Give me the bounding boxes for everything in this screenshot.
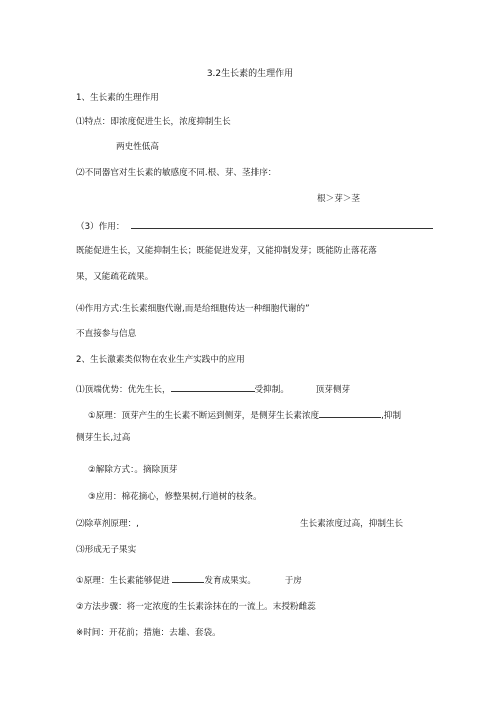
seedless-principle-line <box>76 574 302 586</box>
section-2-heading: 2、生长激素类似物在农业生产实践中的应用 <box>76 355 245 365</box>
principle-continuation: 侧芽生长,过高 <box>76 433 131 443</box>
apical-blank <box>171 383 255 392</box>
removal-line: ②解除方式：。摘除顶芽 <box>88 465 178 475</box>
seedless-blank <box>172 574 204 583</box>
seedless-heading: ⑶形成无子果实 <box>76 545 137 555</box>
herbicide-answer: 生长素浓度过高，抑制生长 <box>300 519 404 529</box>
seedless-text-b: 发育成果实。 <box>204 576 256 586</box>
function-label: （3）作用： <box>76 222 125 232</box>
application-line: ③应用：棉花摘心，修整果树,行道树的枝条。 <box>88 492 262 502</box>
function-text-2: 果，又能疏花疏果。 <box>76 272 154 282</box>
function-text-1: 既能促进生长，又能抑制生长；既能促进发芽，又能抑制发芽；既能防止落花落 <box>76 246 377 256</box>
apical-text-b: 受抑制。 <box>254 385 289 395</box>
herbicide-line: ⑵除草剂原理：, <box>76 519 139 529</box>
page-title: 3.2生长素的生理作用 <box>206 69 294 79</box>
mode-answer: 不直接参与信息 <box>76 329 137 339</box>
sensitivity-line: ⑵不同器官对生长素的敏感度不同.根、芽、茎排序： <box>76 168 277 178</box>
seedless-answer: 于房 <box>284 576 302 586</box>
method-line: ②方法步骤：将一定浓度的生长素涂抹在的一流上。末授粉雌蕊 <box>76 602 316 612</box>
timing-line: ※时间：开花前；措施：去雄、套袋。 <box>76 628 221 638</box>
function-label-line <box>76 220 433 232</box>
principle-text-a: ①原理：顶芽产生的生长素不断运到侧芽，是侧芽生长素浓度 <box>88 411 320 421</box>
sensitivity-answer: 根＞芽＞茎 <box>317 194 360 204</box>
section-1-heading: 1、生长素的生理作用 <box>76 93 159 103</box>
seedless-text-a: ①原理：生长素能够促进 <box>76 576 170 586</box>
feature-line: ⑴特点：即浓度促进生长，浓度抑制生长 <box>76 117 231 127</box>
apical-text-a: ⑴顶端优势：优先生长， <box>76 385 171 395</box>
mode-line: ⑷作用方式:生长素细胞代谢,而是给细胞传达一种细胞代谢的” <box>76 304 310 314</box>
principle-text-b: ,抑制 <box>381 411 402 421</box>
apical-dominance-line <box>76 383 350 395</box>
apical-answer: 顶芽侧芽 <box>315 385 351 395</box>
feature-answer: 两史性低高 <box>116 142 159 152</box>
principle-blank <box>319 409 381 418</box>
principle-line <box>88 409 401 421</box>
function-blank <box>131 220 433 229</box>
